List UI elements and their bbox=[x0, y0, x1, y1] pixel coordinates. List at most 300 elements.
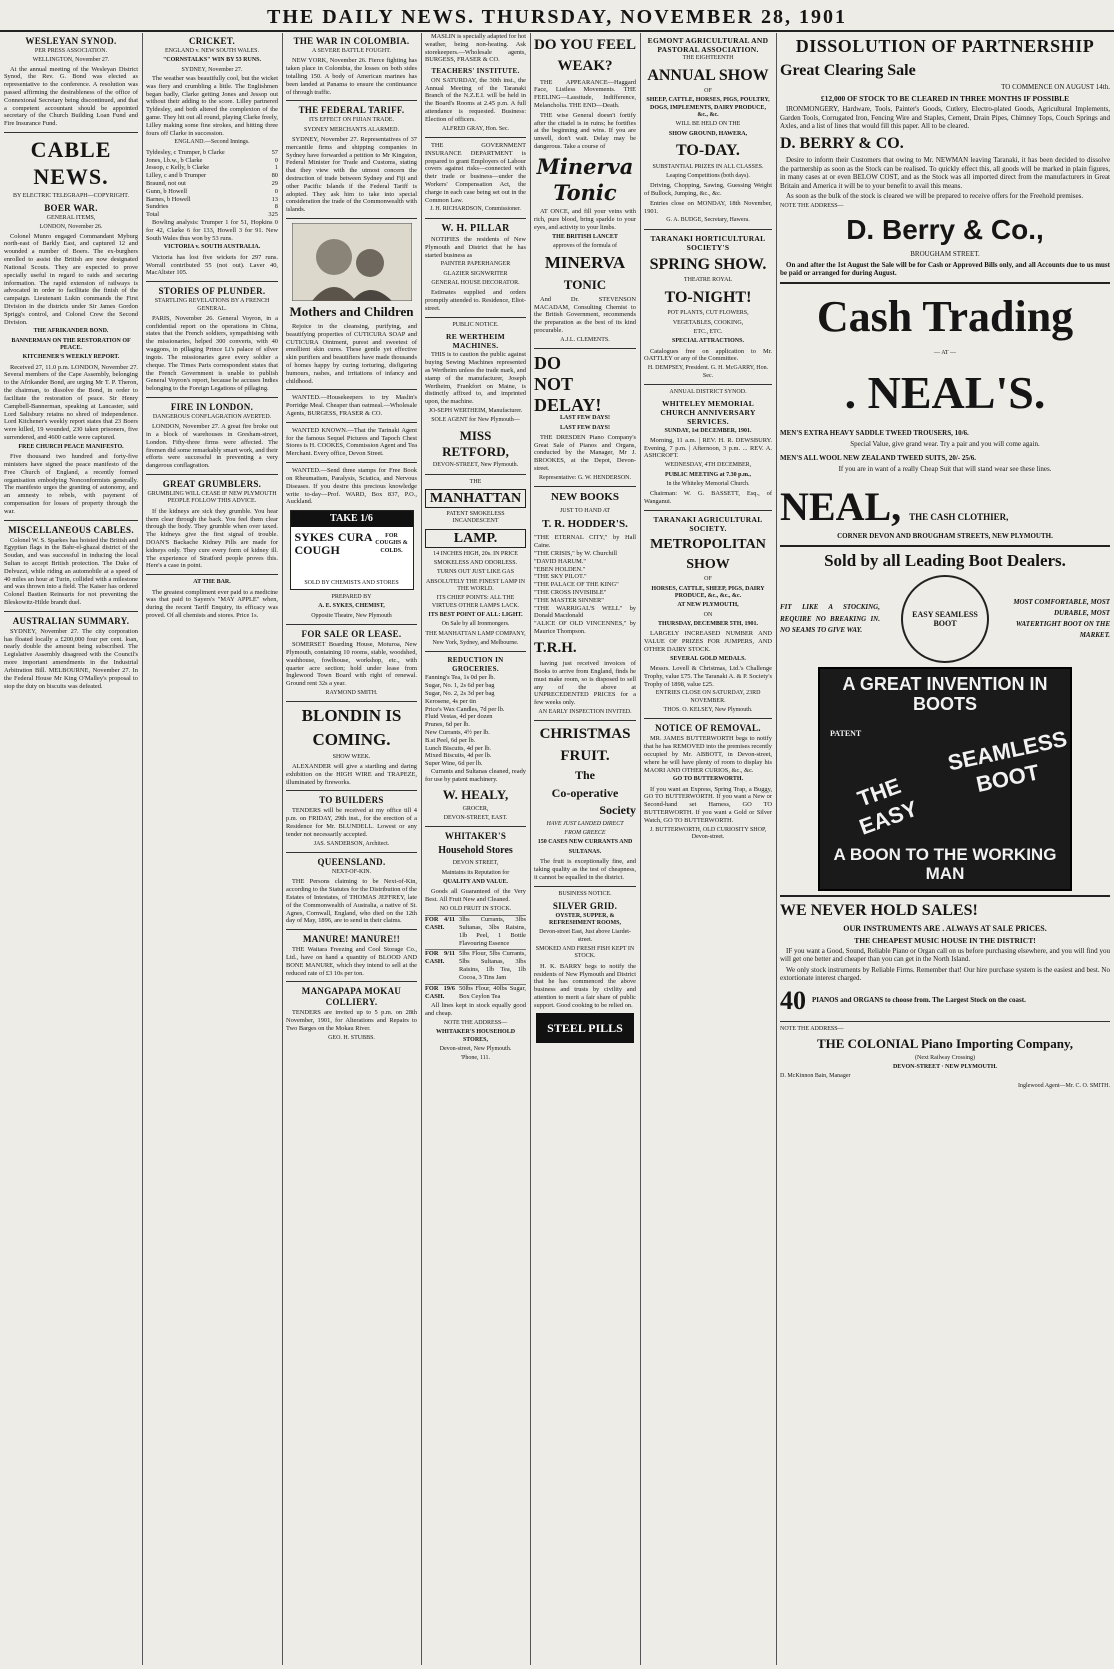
trade-line: GENERAL HOUSE DECORATOR. bbox=[431, 280, 520, 287]
headline: THE FEDERAL TARIFF. bbox=[298, 105, 405, 116]
subhead: SMOKED AND FRESH FISH KEPT IN STOCK. bbox=[535, 946, 635, 960]
headline: QUEENSLAND. bbox=[317, 857, 386, 868]
subhead: PUBLIC MEETING at 7.30 p.m., bbox=[664, 471, 751, 478]
subhead: PER PRESS ASSOCIATION. bbox=[34, 47, 108, 54]
headline: MANURE! MANURE!! bbox=[302, 934, 401, 945]
metropolitan-heading: METROPOLITAN bbox=[650, 537, 766, 553]
lamp-line: 14 INCHES HIGH, 20s. IN PRICE bbox=[433, 550, 518, 557]
sykes-bottom: SOLD BY CHEMISTS AND STORES bbox=[304, 579, 399, 586]
boot-dealers-heading: Sold by all Leading Boot Dealers. bbox=[824, 550, 1066, 570]
neals-heading: . NEAL'S. bbox=[844, 366, 1046, 418]
price-items: 5lbs Flour, 5lbs Currants, 5lbs Sultanas, 3lbs Raisins, 1lb Tea, 1lb Cocoa, 3 Tins Jam bbox=[459, 950, 526, 981]
article-text: At the annual meeting of the Wesleyan District Synod, the Rev. G. Bond was elected as representative to the conference. A resolution was passed affirming the desirableness of the office of Connexional Secretary being discontinued, and that a competent accountant should be appointed secretary of the Church Building Loan Fund and Fire Insurance Fund. bbox=[4, 65, 138, 128]
divider bbox=[286, 981, 417, 982]
forty-pianos bbox=[780, 985, 1110, 1017]
signature: J. BUTTERWORTH, OLD CURIOSITY SHOP, Devon-street. bbox=[649, 826, 767, 841]
the-heading: The bbox=[574, 767, 595, 782]
subhead: KITCHENER'S WEEKLY REPORT. bbox=[22, 354, 120, 361]
article-text: Bowling analysis: Trumper 1 for 51, Hopkins 0 for 42, Clarke 6 for 133, Howell 3 for 91. New South Wales thus won by 53 runs. bbox=[146, 219, 278, 242]
subhead: ON bbox=[703, 611, 713, 618]
score-name: Total bbox=[146, 211, 160, 219]
score-runs: 13 bbox=[271, 195, 278, 203]
dateline: WELLINGTON, November 27. bbox=[32, 57, 110, 64]
subhead: SUBSTANTIAL PRIZES IN ALL CLASSES. bbox=[652, 163, 764, 170]
article-text: Currants and Sultanas cleaned, ready for use by patent machinery. bbox=[425, 768, 526, 783]
cable-news-heading: CABLE NEWS. bbox=[30, 137, 112, 189]
headline: FIRE IN LONDON. bbox=[170, 401, 254, 412]
price-list bbox=[425, 915, 526, 1000]
trade-line: PAINTER PAPERHANGER bbox=[440, 261, 511, 268]
article-text: Received 27, 11.0 p.m. LONDON, November 27. Several members of the Cape Assembly, belonging to the Afrikander Bond, are urging Mr T. P. Theron, the chairman, to dissolve the Bond, in order to facilitate the restoration of peace. Sir Henry Campbell-Bannerman, speaking at Lancaster, said Lord Salisbury retains no shred of independence. Lord Kitchener's weekly report states that 23 Boers were killed, 19 wounded, 230 taken prisoners, five surrendered, and 4600 cattle were captured. bbox=[4, 363, 138, 441]
column-1 bbox=[4, 33, 138, 1665]
subhead: SHOW GROUND, HAWERA, bbox=[668, 130, 748, 137]
subhead: QUALITY AND VALUE. bbox=[442, 878, 509, 885]
article-text: Colonel Munro engaged Commandant Myburg north-east of Barkly East, and captured 12 and wounded a number of Boers. The ex-burghers enrolled to assist the British are now designated National Scouts. They are expected to prove specially useful in regard to raids and securing information. The rapid extension of railways is advocated in order to facilitate the finish of the campaign. Lieutenant Lukin commands the First Division in the districts under Sir James Gordon Sprigg's control, and Colonel Crew the Second Division. bbox=[4, 232, 138, 326]
divider bbox=[4, 611, 138, 612]
subhead: VICTORIA v. SOUTH AUSTRALIA. bbox=[163, 244, 261, 251]
subhead: SHOW WEEK. bbox=[332, 753, 371, 760]
score-row bbox=[146, 149, 278, 157]
headline: MISCELLANEOUS CABLES. bbox=[8, 524, 134, 535]
subhead: BUSINESS NOTICE. bbox=[558, 890, 612, 897]
book-item: "EBEN HOLDEN." bbox=[534, 565, 586, 573]
subhead: WILL BE HELD ON THE bbox=[675, 121, 741, 128]
score-runs: 325 bbox=[268, 211, 278, 219]
article-text: Estimates supplied and orders promptly attended to. Residence, Eliot-street. bbox=[425, 289, 526, 312]
headline: RE WERTHEIM MACHINES. bbox=[446, 332, 505, 351]
lamp-heading: LAMP. bbox=[425, 529, 526, 548]
column-rule bbox=[776, 33, 777, 1665]
grocery-item: Lunch Biscuits, 4d per lb. bbox=[425, 744, 492, 752]
classified-ad: MASLIN is specially adapted for hot weather, being non-heating. Ask storekeepers.—Wholesale agents, BURGESS, FRASER & CO. bbox=[425, 33, 526, 64]
price-label: FOR 4/11 CASH. bbox=[425, 916, 455, 932]
subhead: THE CHEAPEST MUSIC HOUSE IN THE DISTRICT! bbox=[854, 935, 1036, 945]
divider bbox=[286, 389, 417, 390]
column-rule bbox=[282, 33, 283, 1665]
headline: STORIES OF PLUNDER. bbox=[158, 286, 266, 297]
book-list bbox=[534, 534, 636, 636]
headline: NOTICE OF REMOVAL. bbox=[655, 723, 761, 734]
berry-heading: D. BERRY & CO. bbox=[780, 134, 904, 152]
article-text: Driving, Chopping, Sawing, Guessing Weight of Bullock, Jumping, &c., &c. bbox=[644, 182, 772, 197]
subhead: 'Phone, 111. bbox=[460, 1055, 491, 1062]
score-name: Sundries bbox=[146, 203, 169, 211]
score-row bbox=[146, 211, 278, 219]
score-runs: 29 bbox=[271, 179, 278, 187]
divider bbox=[425, 474, 526, 475]
article-text: TENDERS are invited up to 5 p.m. on 28th November, 1901, for Alterations and Repairs to Two Barges on the Mokau River. bbox=[286, 1009, 417, 1032]
score-row bbox=[146, 203, 278, 211]
price-label: FOR 19/6 CASH. bbox=[425, 984, 455, 1000]
subhead: WEDNESDAY, 4TH DECEMBER, bbox=[664, 462, 752, 469]
score-runs: 0 bbox=[274, 156, 278, 164]
subhead: SHEEP, CATTLE, HORSES, PIGS, POULTRY, DOGS, IMPLEMENTS, DAIRY PRODUCE, &c., &c. bbox=[646, 97, 770, 119]
signature: THOS. O. KELSEY, New Plymouth. bbox=[663, 706, 753, 713]
signature: GEO. H. STUBBS. bbox=[328, 1034, 375, 1041]
feel-heading: WEAK? bbox=[557, 58, 613, 75]
article-text: As soon as the bulk of the stock is cleared we will be prepared to receive offers for the Freehold premises. bbox=[786, 192, 1084, 201]
boot-feature-row bbox=[780, 575, 1110, 663]
subhead: FREE CHURCH PEACE MANIFESTO. bbox=[18, 443, 124, 450]
subhead: ENTRIES CLOSE ON SATURDAY, 23RD NOVEMBER. bbox=[655, 690, 761, 704]
score-runs: 8 bbox=[274, 203, 278, 211]
coop-heading: Society bbox=[599, 803, 636, 818]
subhead: DEVON-STREET, EAST. bbox=[443, 814, 508, 821]
subhead: THEATRE ROYAL bbox=[683, 277, 733, 284]
article-text: MR. JAMES BUTTERWORTH begs to notify that he has REMOVED into the premises recently occupied by Mr. ABBOTT, in Devon-street, where he will have plenty of room to display his MAORI AND OTHER CURIOS, &c., &c. bbox=[644, 735, 772, 774]
article-text: Desire to inform their Customers that owing to Mr. NEWMAN leaving Taranaki, it has been decided to dissolve the partnership as soon as the Stock can be realised. To quickly effect this, all goods will be marked in plain figures, in many cases at or even BELOW COST, and as the Stock was all imported direct from the manufacturers in Great Britain and America it will be to your benefit to avail this means. bbox=[780, 156, 1110, 190]
clothier-label: THE CASH CLOTHIER, bbox=[909, 512, 1009, 523]
divider bbox=[425, 826, 526, 827]
score-name: Gunn, b Howell bbox=[146, 187, 188, 195]
divider bbox=[780, 282, 1110, 284]
forty-text: PIANOS and ORGANS to choose from. The Largest Stock on the coast. bbox=[812, 996, 1026, 1005]
divider bbox=[146, 397, 278, 398]
price-row bbox=[425, 949, 526, 981]
divider bbox=[780, 1021, 1110, 1022]
book-item: "DAVID HARUM." bbox=[534, 557, 586, 565]
divider bbox=[146, 474, 278, 475]
subhead: THE BRITISH LANCET bbox=[552, 233, 618, 240]
subhead: 150 CASES NEW CURRANTS AND bbox=[537, 839, 633, 846]
article-text: If the kidneys are sick they grumble. You hear them clear through the back. You feel them clear through the body. They grumble when over taxed. The kidneys give the first signal of trouble. DOAN'S Backache Kidney Pills are made for kidneys only. They cure every form of kidney ill. The experience of Stratford people proves this. Here's a case in point. bbox=[146, 507, 278, 570]
sykes-top: TAKE 1/6 bbox=[291, 511, 413, 527]
article-text: Entries close on MONDAY, 18th November, 1901. bbox=[644, 199, 772, 215]
article-text: THE DRESDEN Piano Company's Great Sale of Pianos and Organs, conducted by the Manager, Mr J. BROOKES, at the Depot, Devon-street. bbox=[534, 433, 636, 473]
mothers-heading: Mothers and Children bbox=[289, 304, 414, 320]
book-item: "THE MASTER SINNER" bbox=[534, 596, 604, 604]
article-text: THE wise General doesn't fortify after the citadel is in ruins; he fortifies at the beginning and wins. If you are unwell, don't wait. Delay may be dangerous. Take a course of bbox=[534, 111, 636, 151]
article-text: LARGELY INCREASED NUMBER AND VALUE OF PRIZES FOR JUMPERS, AND OTHER DAIRY STOCK. bbox=[644, 630, 772, 653]
subhead: THE bbox=[469, 478, 482, 485]
article-text: Rejoice in the cleansing, purifying, and beautifying properties of CUTICURA SOAP and CUTICURA Ointment, purest and sweetest of emollient skin cures. These gentle yet effective skin purifiers and beautifiers have made thousands of homes happy by curing torturing, disfiguring humours, rashes, and irritations of infancy and childhood. bbox=[286, 322, 417, 385]
price-row bbox=[425, 915, 526, 947]
subhead: SUNDAY, 1st DECEMBER, 1901. bbox=[664, 427, 752, 434]
trh-heading: T.R.H. bbox=[534, 639, 577, 656]
article-text: Chairman: W. G. BASSETT, Esq., of Wanganui. bbox=[644, 490, 772, 506]
minerva-script: Minerva Tonic bbox=[536, 153, 634, 205]
new-books-heading: NEW BOOKS bbox=[551, 491, 619, 504]
signature: A.J.L. CLEMENTS. bbox=[560, 336, 610, 343]
article-text: THE GOVERNMENT INSURANCE DEPARTMENT is prepared to grant Employers of Labour covers against risks—connected with their trade or business—under the Workers' Compensation Act, the charge in each case being set out in the Common Law. bbox=[425, 141, 526, 204]
subhead: NOTE THE ADDRESS— bbox=[780, 202, 844, 209]
manhattan-heading: MANHATTAN bbox=[425, 489, 526, 508]
divider bbox=[644, 229, 772, 230]
neal-heading: NEAL, bbox=[780, 484, 902, 530]
subhead: OUR INSTRUMENTS ARE . ALWAYS AT SALE PRICES. bbox=[843, 923, 1047, 933]
subhead: PREPARED BY bbox=[331, 594, 372, 601]
headline: GREAT GRUMBLERS. bbox=[162, 479, 262, 490]
subhead: GRUMBLING WILL CEASE IF NEW PLYMOUTH PEOPLE FOLLOW THIS ADVICE. bbox=[147, 491, 277, 505]
lamp-line: THE MANHATTAN LAMP COMPANY, bbox=[425, 630, 526, 637]
subhead: SYDNEY MERCHANTS ALARMED. bbox=[304, 126, 399, 133]
article-text: Colonel W. S. Sparkes has hoisted the British and Egyptian flags in the Bahr-el-ghazal district of the Soudan, and was successful in inducing the local Sultan to accept British protection. The Duke of Delvuzzi, while riding an automobile at a speed of 40 miles an hour at Turin, collided with a milestone and was thrown into a field. The Kaiser has ordered Colonel Bastien Reinsurts for not preventing the Bleskowitz-Hilde brandt duel. bbox=[4, 536, 138, 607]
article-text: ON SATURDAY, the 30th inst., the Annual Meeting of the Taranaki Branch of the N.Z.E.I. will be held in the Board's Rooms at 2.45 p.m. A full attendance is requested. Business: Election of officers. bbox=[425, 76, 526, 123]
column-3 bbox=[286, 33, 417, 1665]
article-text: And Dr. STEVENSON MACADAM, Consulting Chemist to the British Government, recommends the preparation as the best of its kind procurable. bbox=[534, 295, 636, 335]
dateline: LONDON, November 26. bbox=[39, 224, 103, 231]
score-runs: 1 bbox=[274, 164, 278, 172]
subhead: HAVE JUST LANDED DIRECT bbox=[546, 820, 624, 827]
article-text: We only stock instruments by Reliable Firms. Remember that! Our hire purchase system is the easiest and best. No extortionate interest charged. bbox=[780, 965, 1110, 983]
never-sales-heading: WE NEVER HOLD SALES! bbox=[780, 902, 978, 920]
subhead: MEN'S ALL WOOL NEW ZEALAND TWEED SUITS, 20/- 25/6. bbox=[780, 454, 977, 463]
subhead: SEVERAL GOLD MEDALS. bbox=[670, 655, 746, 662]
headline: WHITAKER'S bbox=[444, 831, 507, 842]
christmas-heading: CHRISTMAS bbox=[539, 726, 631, 743]
score-name: Barnes, b Howell bbox=[146, 195, 191, 203]
classified-ad: WANTED.—Housekeepers to try Maslin's Porridge Meal. Cheaper than oatmeal.—Wholesale Agents, BURGESS, FRASER & CO. bbox=[286, 394, 417, 418]
subhead: OF bbox=[704, 88, 712, 95]
today-heading: TO-DAY. bbox=[676, 141, 740, 159]
divider bbox=[534, 348, 636, 349]
colonial-heading: THE COLONIAL Piano Importing Company, bbox=[816, 1035, 1074, 1051]
headline: W. H. PILLAR bbox=[441, 222, 510, 234]
subhead: PUBLIC NOTICE. bbox=[452, 321, 499, 328]
subhead: NOTE THE ADDRESS— bbox=[780, 1025, 844, 1032]
divider bbox=[146, 574, 278, 575]
divider bbox=[780, 895, 1110, 897]
score-row bbox=[146, 157, 278, 165]
subhead: JUST TO HAND AT bbox=[559, 507, 611, 514]
subhead: AT THE BAR. bbox=[193, 579, 231, 586]
column-5 bbox=[534, 33, 636, 1665]
lamp-line: ITS BEST POINT OF ALL: LIGHT. bbox=[428, 612, 523, 618]
article-text: H. K. BARRY begs to notify the residents of New Plymouth and District that he has commenced the above business and trusts by civility and attention to merit a fair share of public support. Good cooking to be relied on. bbox=[534, 962, 636, 1009]
headline: TARANAKI AGRICULTURAL SOCIETY. bbox=[653, 514, 763, 533]
subhead: Maintains its Reputation for bbox=[441, 869, 510, 876]
column-6 bbox=[644, 33, 772, 1665]
article-text: IF you want a Good, Sound, Reliable Piano or Organ call on us before purchasing elsewhere, and you will find you will get one better and cheaper than you can get in the North Island. bbox=[780, 946, 1110, 964]
subhead: Devon-street East, Just above Liardet-street. bbox=[539, 929, 631, 943]
divider bbox=[534, 886, 636, 887]
article-text: SYDNEY, November 27. Representatives of 37 mercantile firms and shipping companies in Sydney have forwarded a petition to Mr Kingston, Federal Minister for Trade and Customs, stating that they view with the utmost concern the destruction of trade between Sydney and Fiji and other Pacific Islands if the Federal Tariff is adopted. They ask him to take into special consideration the trade of the Commonwealth with islands. bbox=[286, 135, 417, 214]
healy-heading: W. HEALY, bbox=[442, 786, 509, 802]
christmas-heading: FRUIT. bbox=[560, 747, 610, 764]
show-heading: SHOW bbox=[686, 557, 730, 573]
subhead: PATENT SMOKELESS INCANDESCENT bbox=[446, 511, 505, 525]
grocery-item: Prunes, 6d per lb. bbox=[425, 721, 470, 729]
grocery-item: Price's Wax Candles, 7d per lb. bbox=[425, 705, 505, 713]
lamp-line: New York, Sydney, and Melbourne. bbox=[432, 639, 519, 646]
headline: AUSTRALIAN SUMMARY. bbox=[12, 615, 130, 626]
article-text: THE APPEARANCE—Haggard Face, Listless Movements. THE FEELING—Lassitude, Indifference, Melancholia. THE END—Death. bbox=[534, 78, 636, 110]
score-runs: 57 bbox=[271, 148, 278, 156]
column-rule bbox=[530, 33, 531, 1665]
subhead: OYSTER, SUPPER, & REFRESHMENT ROOMS, bbox=[549, 912, 621, 927]
subhead: NOTE THE ADDRESS— bbox=[443, 1019, 508, 1026]
subhead: BROUGHAM STREET. bbox=[910, 250, 980, 259]
grocery-item: Super Wine, 6d per lb. bbox=[425, 760, 483, 768]
subhead: ENGLAND v. NEW SOUTH WALES. bbox=[164, 47, 260, 54]
book-item: "ALICE OF OLD VINCENNES," by Maurice Thompson. bbox=[534, 620, 636, 636]
article-text: IRONMONGERY, Hardware, Tools, Painter's Goods, Cutlery, Electro-plated Goods, Agricultural Implements, Garden Tools, Corrugated Iron, Fencing Wire and Staples, Cement, Drain Pipes, Chimney Tops, Couch Springs and Axles, and a list of lines that would fill this paper. All to be cleared. bbox=[780, 105, 1110, 131]
subhead: £12,000 OF STOCK TO BE CLEARED IN THREE MONTHS IF POSSIBLE bbox=[820, 94, 1070, 103]
dateline: SYDNEY, November 27. bbox=[181, 66, 243, 73]
subhead: DANGEROUS CONFLAGRATION AVERTED. bbox=[152, 413, 272, 420]
grocery-item: Fanning's Tea, 1s 0d per lb. bbox=[425, 674, 495, 682]
headline: REDUCTION IN GROCERIES. bbox=[447, 656, 504, 673]
article-text: THE Waitara Freezing and Cool Storage Co., Ltd., have on hand a quantity of BLOOD AND BONE MANURE, which they intend to sell at the reduced rate of £3 10s per ton. bbox=[286, 946, 417, 977]
article-text: THIS is to caution the public against buying Sewing Machines represented as Wertheim unless the trade mark, and stamp of the manufacturer, Joseph Wertheim, Frankfort on Maine, is distinctly affixed to, and imprinted upon, the machine. bbox=[425, 351, 526, 406]
column-4 bbox=[425, 33, 526, 1665]
divider bbox=[286, 624, 417, 625]
subhead: OF bbox=[704, 576, 712, 583]
sykes-name: SYKES CURA COUGH bbox=[294, 530, 373, 558]
article-text: If you want an Express, Spring Trap, a Buggy, GO TO BUTTERWORTH. If you want a New or Second-hand set Harness, GO TO BUTTERWORTH. If you want a Gold or Silver Watch, GO TO BUTTERWORTH. bbox=[644, 785, 772, 824]
score-row bbox=[146, 196, 278, 204]
article-text: SOMERSET Boarding House, Moturoa, New Plymouth, containing 10 rooms, stable, woodshed, washhouse, fowlhouse, workshop, etc., with quarter acre section; hold under lease from Inglewood Town Board with right of renewal. Ground rent 32s a year. bbox=[286, 641, 417, 688]
lamp-line: SMOKELESS AND ODORLESS. bbox=[433, 560, 518, 567]
score-row bbox=[146, 180, 278, 188]
subhead: LAST FEW DAYS! bbox=[560, 415, 610, 422]
trade-line: GLAZIER SIGNWRITER bbox=[443, 270, 508, 277]
divider bbox=[644, 384, 772, 385]
headline: TEACHERS' INSTITUTE. bbox=[431, 67, 520, 76]
boot-advert bbox=[818, 667, 1072, 891]
subhead: ETC., ETC. bbox=[693, 328, 723, 335]
signature: G. A. BUDGE, Secretary, Hawera. bbox=[666, 217, 750, 224]
tonight-heading: TO-NIGHT! bbox=[664, 288, 752, 306]
divider bbox=[286, 701, 417, 702]
divider bbox=[286, 422, 417, 423]
column-rule bbox=[421, 33, 422, 1665]
blondin-heading: COMING. bbox=[312, 730, 391, 749]
divider bbox=[644, 510, 772, 511]
score-row bbox=[146, 172, 278, 180]
article-text: All lines kept in stock equally good and cheap. bbox=[425, 1002, 526, 1018]
subhead: DEVON STREET, bbox=[452, 860, 499, 867]
minerva-heading: TONIC bbox=[563, 276, 607, 292]
column-rule bbox=[142, 33, 143, 1665]
subhead: SULTANAS. bbox=[568, 848, 602, 855]
subhead: AT NEW PLYMOUTH, bbox=[677, 602, 739, 609]
subhead: Leaping Competitions (both days). bbox=[666, 172, 750, 179]
divider bbox=[286, 218, 417, 219]
subhead: SPECIAL ATTRACTIONS. bbox=[672, 338, 744, 345]
subhead: Devon-street, New Plymouth. bbox=[439, 1045, 512, 1052]
subhead: (Next Railway Crossing) bbox=[915, 1054, 975, 1061]
article-text: SYDNEY, November 27. The city corporation has floated locally a £200,000 four per cent. loan, nearly double the amount being subscribed. The Legislative Assembly disagreed with the Council's more important amendments in the Industrial Arbitration Bill. MELBOURNE, November 27. In the Federal House Mr King O'Malley's proposal to stop the duty on biscuits was defeated. bbox=[4, 627, 138, 690]
subhead: In the Whiteley Memorial Church. bbox=[666, 480, 750, 487]
subhead: DEVON-STREET, New Plymouth. bbox=[432, 462, 519, 469]
boot-features-left: FIT LIKE A STOCKING, REQUIRE NO BREAKING IN. NO SEAMS TO GIVE WAY. bbox=[780, 603, 880, 634]
divider bbox=[286, 100, 417, 101]
sykes-advert bbox=[290, 510, 414, 590]
subhead: WHITAKER'S HOUSEHOLD STORES, bbox=[435, 1029, 516, 1043]
masthead bbox=[0, 0, 1114, 32]
whitaker-stores: Household Stores bbox=[438, 845, 513, 857]
subhead: TO COMMENCE ON AUGUST 14th. bbox=[1001, 83, 1110, 92]
subhead: DEVON-STREET · NEW PLYMOUTH. bbox=[892, 1063, 998, 1070]
subhead: Opposite Theatre, New Plymouth bbox=[311, 612, 392, 619]
subhead: NO OLD FRUIT IN STOCK. bbox=[439, 905, 512, 912]
article-text: Morning, 11 a.m. | REV. H. R. DEWSBURY. Evening, 7 p.m. | Afternoon, 3 p.m. ... REV. A. ASHCROFT. bbox=[644, 436, 772, 460]
article-text: Messrs. Lovell & Christmas, Ltd.'s Challenge Trophy, value £75. The Taranaki A. & P. Society's Trophy of 1898, value £25. bbox=[644, 664, 772, 688]
do-line: NOT bbox=[534, 373, 574, 394]
grocery-item: B.st Peel, 6d per lb. bbox=[425, 736, 476, 744]
lamp-line: ITS CHIEF POINTS: ALL THE VIRTUES OTHER LAMPS LACK. bbox=[431, 595, 520, 609]
column-rule bbox=[640, 33, 641, 1665]
dissolution-heading: DISSOLUTION OF PARTNERSHIP bbox=[795, 36, 1095, 56]
score-runs: 0 bbox=[274, 187, 278, 195]
divider bbox=[644, 718, 772, 719]
article-text: ALEXANDER will give a startling and daring exhibition on the HIGH WIRE and TRAPEZE, illuminated by fireworks. bbox=[286, 763, 417, 786]
divider bbox=[286, 790, 417, 791]
book-item: "THE CRISIS," by W. Churchill bbox=[534, 549, 617, 557]
article-text: On and after the 1st August the Sale will be for Cash or Approved Bills only, and all Accounts due to us must be paid or arranged for during August. bbox=[780, 260, 1110, 278]
boot-seamless: SEAMLESS BOOT bbox=[945, 726, 1070, 798]
subhead: VEGETABLES, COOKING, bbox=[672, 319, 744, 326]
do-line: DO bbox=[534, 353, 561, 374]
signature: H. DEMPSEY, President. G. H. McGARRY, Hon. Sec. bbox=[647, 365, 769, 379]
article-text: AT ONCE, and fill your veins with rich, pure blood, bring sparkle to your eyes, and activity to your limbs. bbox=[534, 208, 636, 231]
neal-clothier bbox=[780, 483, 1110, 532]
subhead: THURSDAY, DECEMBER 5TH, 1901. bbox=[658, 620, 758, 627]
headline: BOER WAR. bbox=[44, 203, 98, 214]
subhead: ITS EFFECT ON FIJIAN TRADE. bbox=[309, 117, 394, 124]
price-items: 3lbs Currants, 3lbs Sultanas, 3lbs Raisins, 1lb Peel, 1 Bottle Flavouring Essence bbox=[459, 916, 526, 947]
subhead: A SEVERE BATTLE FOUGHT. bbox=[312, 47, 391, 54]
clearing-sale-heading: Great Clearing Sale bbox=[780, 61, 916, 79]
score-title: ENGLAND.—Second Innings. bbox=[174, 139, 250, 146]
score-name: Jones, l.b.w., b Clarke bbox=[146, 156, 203, 164]
headline: CRICKET. bbox=[189, 36, 235, 46]
book-item: "THE CROSS INVISIBLE" bbox=[534, 589, 607, 597]
lamp-line: TURNS OUT JUST LIKE GAS bbox=[436, 569, 515, 576]
grocery-item: Kerosene, 4s per tin bbox=[425, 697, 477, 705]
article-text: Goods all Guaranteed of the Very Best. All Fruit New and Cleaned. bbox=[425, 888, 526, 904]
subhead: A. E. SYKES, CHEMIST, bbox=[318, 603, 385, 610]
feel-heading: DO YOU FEEL bbox=[534, 37, 636, 53]
masthead-title: THE DAILY NEWS. THURSDAY, NOVEMBER 28, 1901 bbox=[266, 6, 847, 28]
book-item: "THE SKY PILOT." bbox=[534, 573, 587, 581]
divider bbox=[425, 317, 526, 318]
subhead: D. McKinnon Bain, Manager bbox=[780, 1073, 851, 1080]
grocery-item: Mixed Biscuits, 4d per lb. bbox=[425, 752, 492, 760]
headline: MANGAPAPA MOKAU COLLIERY. bbox=[301, 986, 402, 1008]
divider bbox=[286, 929, 417, 930]
subhead: If you are in want of a really Cheap Suit that will stand wear see these lines. bbox=[838, 464, 1052, 473]
subhead: BY ELECTRIC TELEGRAPH—COPYRIGHT. bbox=[12, 192, 130, 199]
headline: TO BUILDERS bbox=[319, 795, 384, 806]
divider bbox=[4, 132, 138, 133]
lamp-line: On Sale by all Ironmongers. bbox=[441, 621, 510, 628]
divider bbox=[780, 545, 1110, 547]
score-runs: 80 bbox=[271, 172, 278, 180]
boot-easy: THE EASY bbox=[854, 773, 921, 840]
score-table bbox=[146, 149, 278, 219]
headline: EGMONT AGRICULTURAL AND PASTORAL ASSOCIATION. bbox=[647, 36, 769, 55]
headline: SILVER GRID. bbox=[552, 900, 618, 911]
subhead: CORNER DEVON AND BROUGHAM STREETS, NEW PLYMOUTH. bbox=[837, 531, 1053, 540]
mother-child-illustration bbox=[292, 223, 412, 301]
article-text: Catalogues free on application to Mr. OATTLEY or any of the Committee. bbox=[644, 347, 772, 363]
subhead: Special Value, give grand wear. Try a pair and you will come again. bbox=[850, 439, 1040, 448]
signature: ALFRED GRAY, Hon. Sec. bbox=[441, 125, 509, 132]
subhead: Representative: G. W. HENDERSON. bbox=[539, 474, 631, 481]
headline: TARANAKI HORTICULTURAL SOCIETY'S bbox=[650, 233, 766, 252]
score-name: Lilley, c and b Trumper bbox=[146, 172, 207, 180]
article-text: Five thousand two hundred and forty-five ministers have signed the peace manifesto of the Free Church of England, a recently formed organisation embodying Nonconformists generally. The manifesto urges the granting of autonomy, and an amnesty to rebels, with payment of compensation for losses of property through the war. bbox=[4, 453, 138, 515]
article-text: Victoria has lost five wickets for 297 runs. Worrall contributed 55 (not out). Laver 40, MacAlister 105. bbox=[146, 253, 278, 277]
divider bbox=[534, 486, 636, 487]
article-text: NOTIFIES the residents of New Plymouth and District that he has started business as bbox=[425, 235, 526, 259]
subhead: STARTLING REVELATIONS BY A FRENCH GENERAL. bbox=[154, 298, 270, 312]
column-7 bbox=[780, 33, 1110, 1665]
article-text: THE Persons claiming to be Next-of-Kin, according to the Statutes for the Distribution of the Estates of Intestates, of THOMAS JEFFREY, late of the Commonwealth of Australia, a native of St. Agnes, Cornwall, England, who died on the 12th day of May, 1896, are to send in their claims. bbox=[286, 878, 417, 925]
score-name: Tyldesley, c Trumper, b Clarke bbox=[146, 148, 225, 156]
